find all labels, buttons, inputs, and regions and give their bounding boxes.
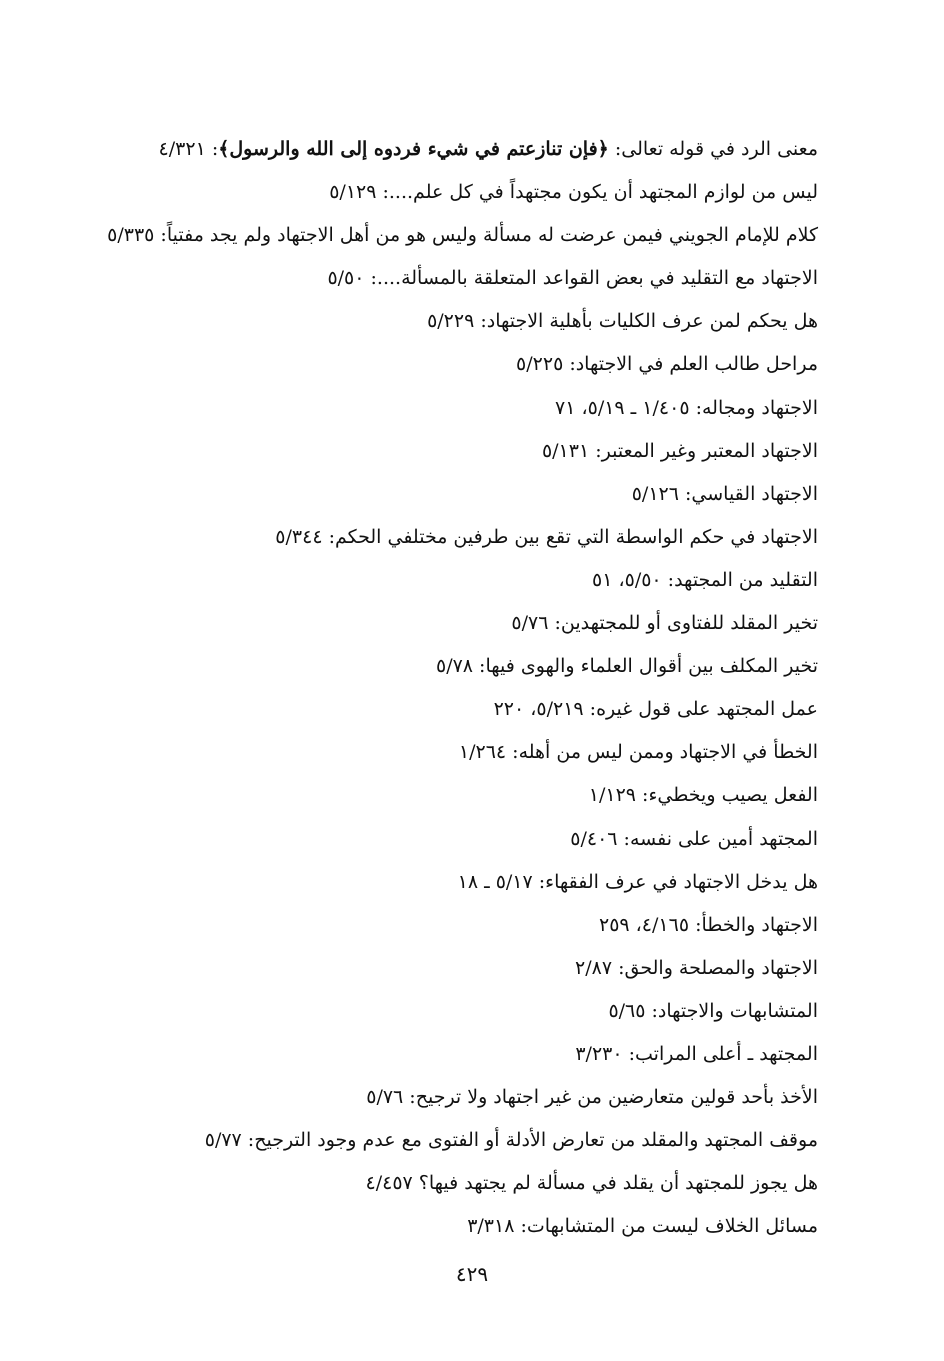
index-entry: موقف المجتهد والمقلد من تعارض الأدلة أو الفتوى مع عدم وجود الترجيح: ٥/٧٧ <box>204 1129 818 1152</box>
index-entry-text: معنى الرد في قوله تعالى: <box>608 138 818 160</box>
index-entry-reference: : ٤/٣٢١ <box>158 138 219 160</box>
index-entry: الاجتهاد مع التقليد في بعض القواعد المتعلقة بالمسألة....: ٥/٥٠ <box>327 267 818 290</box>
index-entry: ليس من لوازم المجتهد أن يكون مجتهداً في كل علم....: ٥/١٢٩ <box>329 181 818 204</box>
index-entry: هل يحكم لمن عرف الكليات بأهلية الاجتهاد: ٥/٢٢٩ <box>427 310 818 333</box>
index-entry: الاجتهاد ومجاله: ١/٤٠٥ ـ ٥/١٩، ٧١ <box>555 396 818 419</box>
page-number: ٤٢٩ <box>455 1262 489 1286</box>
index-entry: عمل المجتهد على قول غيره: ٥/٢١٩، ٢٢٠ <box>493 698 818 721</box>
index-entry: الاجتهاد في حكم الواسطة التي تقع بين طرفين مختلفي الحكم: ٥/٣٤٤ <box>275 525 818 548</box>
index-entry: مسائل الخلاف ليست من المتشابهات: ٣/٣١٨ <box>467 1215 818 1238</box>
index-entry: المجتهد ـ أعلى المراتب: ٣/٢٣٠ <box>575 1042 818 1065</box>
index-entry: الاجتهاد والخطأ: ٤/١٦٥، ٢٥٩ <box>599 913 818 936</box>
index-entry: الفعل يصيب ويخطيء: ١/١٢٩ <box>588 784 818 807</box>
index-entry: الاجتهاد والمصلحة والحق: ٢/٨٧ <box>575 956 818 979</box>
index-entry: هل يجوز للمجتهد أن يقلد في مسألة لم يجتهد فيها؟ ٤/٤٥٧ <box>365 1172 818 1195</box>
index-entry: هل يدخل الاجتهاد في عرف الفقهاء: ٥/١٧ ـ ١٨ <box>457 870 818 893</box>
index-entry: الخطأ في الاجتهاد وممن ليس من أهله: ١/٢٦٤ <box>458 741 818 764</box>
index-entry: التقليد من المجتهد: ٥/٥٠، ٥١ <box>592 568 818 591</box>
index-entry: المتشابهات والاجتهاد: ٥/٦٥ <box>608 999 818 1022</box>
index-entry: الاجتهاد المعتبر وغير المعتبر: ٥/١٣١ <box>541 439 818 462</box>
index-entry: الأخذ بأحد قولين متعارضين من غير اجتهاد ولا ترجيح: ٥/٧٦ <box>366 1086 818 1109</box>
index-entry: الاجتهاد القياسي: ٥/١٢٦ <box>631 482 818 505</box>
index-entry: تخير المقلد للفتاوى أو للمجتهدين: ٥/٧٦ <box>511 612 818 635</box>
index-entry: تخير المكلف بين أقوال العلماء والهوى فيها: ٥/٧٨ <box>435 655 818 678</box>
index-entry: المجتهد أمين على نفسه: ٥/٤٠٦ <box>570 827 818 850</box>
index-entry <box>98 128 818 171</box>
index-entry: مراحل طالب العلم في الاجتهاد: ٥/٢٢٥ <box>516 353 818 376</box>
index-entries <box>98 128 818 1248</box>
quran-verse: ﴿فإن تنازعتم في شيء فردوه إلى الله والرسول﴾ <box>218 138 609 160</box>
index-entry: كلام للإمام الجويني فيمن عرضت له مسألة وليس هو من أهل الاجتهاد ولم يجد مفتياً: ٥/٣٣٥ <box>107 224 818 247</box>
